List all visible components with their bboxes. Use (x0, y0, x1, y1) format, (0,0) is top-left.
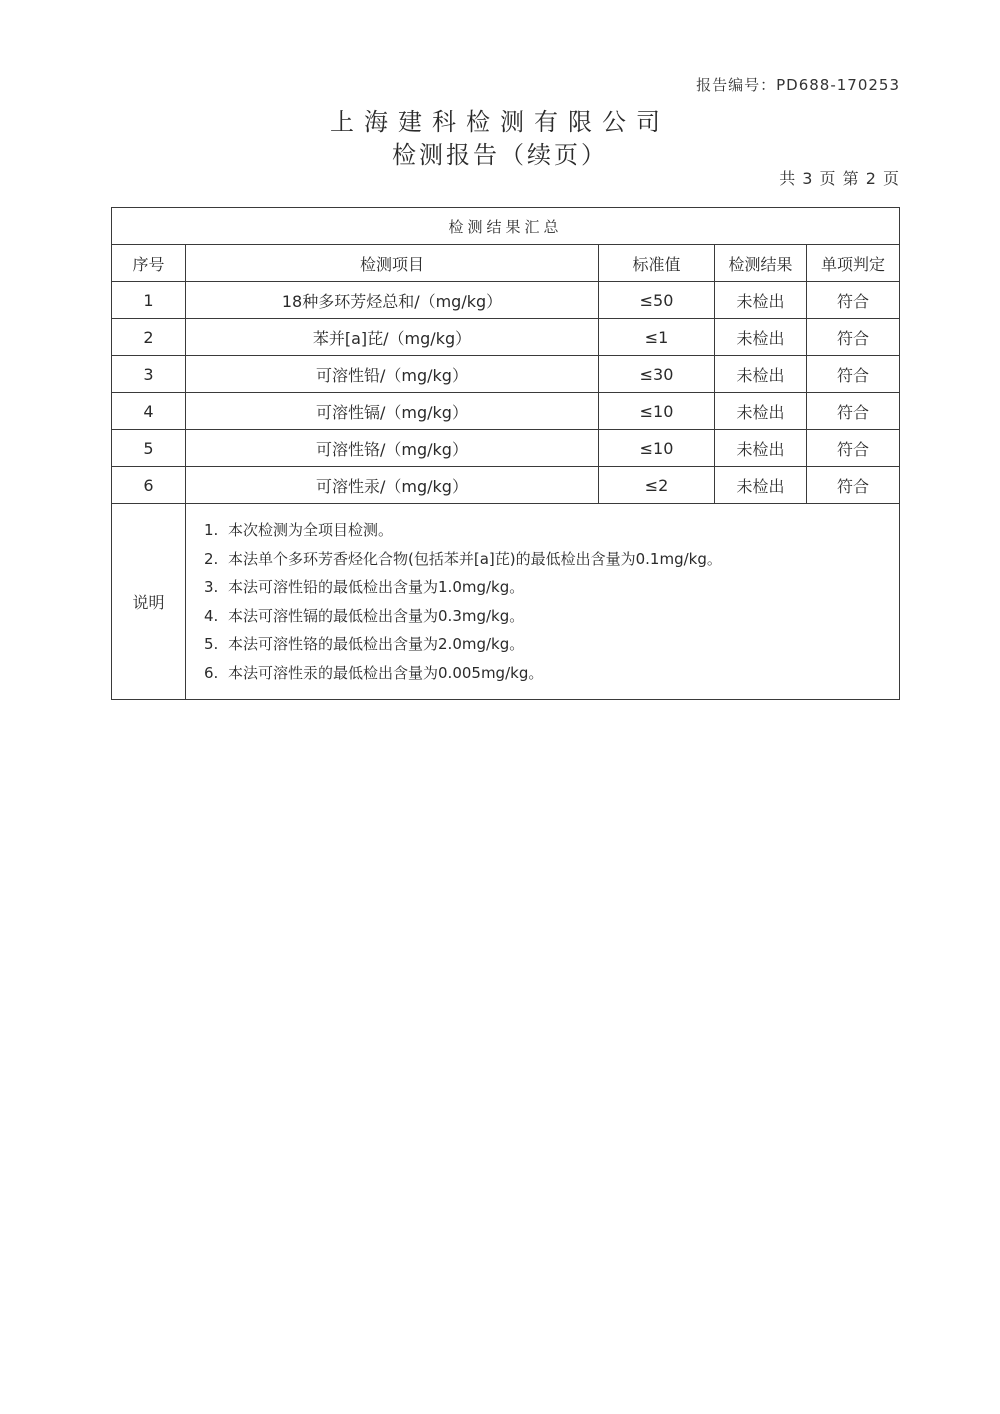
notes-label: 说明 (112, 504, 186, 700)
cell-standard: ≤30 (599, 356, 715, 393)
cell-index: 6 (112, 467, 186, 504)
results-table (111, 207, 900, 700)
cell-item: 苯并[a]芘/（mg/kg） (186, 319, 599, 356)
cell-item: 可溶性铅/（mg/kg） (186, 356, 599, 393)
cell-judgement: 符合 (807, 430, 900, 467)
note-number: 6. (204, 663, 219, 682)
note-item (204, 602, 899, 631)
cell-item: 可溶性镉/（mg/kg） (186, 393, 599, 430)
table-row (112, 319, 900, 356)
col-header-result: 检测结果 (715, 245, 807, 282)
cell-standard: ≤10 (599, 430, 715, 467)
note-number: 1. (204, 521, 219, 539)
note-text: 本法可溶性镉的最低检出含量为0.3mg/kg。 (228, 606, 525, 625)
cell-judgement: 符合 (807, 393, 900, 430)
col-header-item: 检测项目 (186, 245, 599, 282)
report-subtitle: 检测报告（续页） (392, 141, 608, 169)
cell-result: 未检出 (715, 282, 807, 319)
note-number: 3. (204, 578, 219, 596)
cell-index: 2 (112, 319, 186, 356)
table-header-row (112, 245, 900, 282)
note-text: 本法单个多环芳香烃化合物(包括苯并[a]芘)的最低检出含量为0.1mg/kg。 (228, 549, 722, 568)
cell-index: 4 (112, 393, 186, 430)
note-item (204, 659, 899, 688)
note-item (204, 516, 899, 545)
col-header-index: 序号 (112, 245, 186, 282)
cell-standard: ≤2 (599, 467, 715, 504)
notes-list (186, 504, 900, 700)
cell-item: 可溶性铬/（mg/kg） (186, 430, 599, 467)
cell-result: 未检出 (715, 467, 807, 504)
cell-result: 未检出 (715, 430, 807, 467)
note-number: 2. (204, 549, 219, 568)
cell-standard: ≤1 (599, 319, 715, 356)
note-text: 本法可溶性铅的最低检出含量为1.0mg/kg。 (228, 578, 525, 596)
cell-judgement: 符合 (807, 282, 900, 319)
table-caption: 检测结果汇总 (112, 208, 900, 245)
table-row (112, 356, 900, 393)
col-header-judgement: 单项判定 (807, 245, 900, 282)
cell-index: 5 (112, 430, 186, 467)
note-item (204, 630, 899, 659)
cell-index: 1 (112, 282, 186, 319)
cell-judgement: 符合 (807, 467, 900, 504)
report-number: 报告编号：PD688-170253 (696, 76, 900, 94)
note-number: 4. (204, 606, 219, 625)
cell-judgement: 符合 (807, 356, 900, 393)
table-row (112, 393, 900, 430)
notes-row (112, 504, 900, 700)
company-name: 上海建科检测有限公司 (330, 108, 670, 136)
note-text: 本法可溶性汞的最低检出含量为0.005mg/kg。 (228, 663, 544, 682)
cell-result: 未检出 (715, 393, 807, 430)
cell-standard: ≤50 (599, 282, 715, 319)
table-row (112, 430, 900, 467)
cell-result: 未检出 (715, 319, 807, 356)
cell-index: 3 (112, 356, 186, 393)
table-row (112, 467, 900, 504)
page-info: 共 3 页 第 2 页 (779, 169, 900, 188)
note-text: 本次检测为全项目检测。 (228, 521, 394, 539)
col-header-standard: 标准值 (599, 245, 715, 282)
table-row (112, 282, 900, 319)
note-item (204, 573, 899, 602)
cell-item: 可溶性汞/（mg/kg） (186, 467, 599, 504)
cell-item: 18种多环芳烃总和/（mg/kg） (186, 282, 599, 319)
cell-standard: ≤10 (599, 393, 715, 430)
note-item (204, 545, 899, 574)
note-text: 本法可溶性铬的最低检出含量为2.0mg/kg。 (228, 635, 525, 653)
cell-judgement: 符合 (807, 319, 900, 356)
note-number: 5. (204, 635, 219, 653)
cell-result: 未检出 (715, 356, 807, 393)
